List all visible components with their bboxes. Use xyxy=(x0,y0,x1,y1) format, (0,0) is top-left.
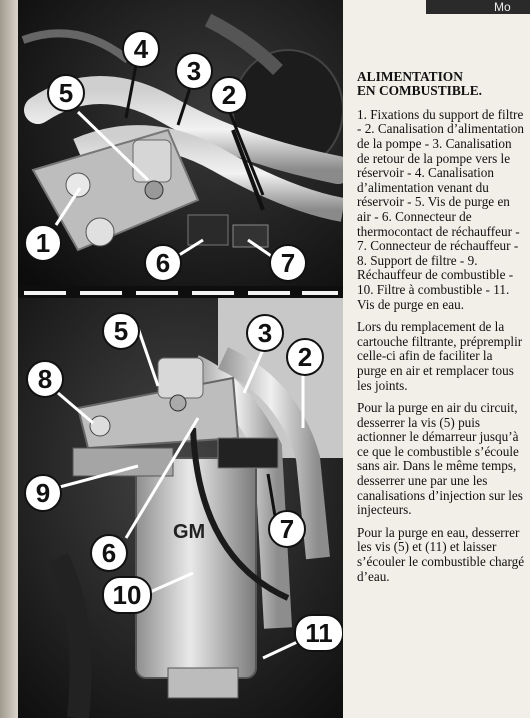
callout-4-top: 4 xyxy=(122,30,160,68)
callout-6-top: 6 xyxy=(144,244,182,282)
article-title-line1: ALIMENTATION xyxy=(357,69,463,84)
callout-1-top: 1 xyxy=(24,224,62,262)
fuel-filter-photo-top xyxy=(18,0,343,290)
callout-8-bottom: 8 xyxy=(26,360,64,398)
paragraph-air-purge: Pour la purge en air du circuit, desserrer la vis (5) puis actionner le démarreur jusqu’à ce que le combustible s’écoule sans air. Dans le même temps, desserrer une par une les canalisations d’injection sur les injecteurs. xyxy=(357,400,523,518)
callout-11-bottom: 11 xyxy=(294,614,343,652)
callout-6-bottom: 6 xyxy=(90,534,128,572)
callout-5-top: 5 xyxy=(47,74,85,112)
section-tab-label: Mo xyxy=(494,0,511,14)
photo-panel xyxy=(18,0,343,718)
callout-2-bottom: 2 xyxy=(286,338,324,376)
figure-caption: 1. Fixations du support de filtre - 2. Canalisation d’alimentation de la pompe - 3. Canalisation de retour de la pompe vers le réservoir - 4. Canalisation d’alimentation venant du réservoir - 5. Vis de purge en air - 6. Connecteur de thermocontact de réchauffeur - 7. Connecteur de réchauffeur - 8. Support de filtre - 9. Réchauffeur de combustible - 10. Filtre à combustible - 11. Vis de purge en eau. xyxy=(357,106,525,312)
callout-3-top: 3 xyxy=(175,52,213,90)
callout-7-top: 7 xyxy=(269,244,307,282)
fuel-filter-photo-bottom xyxy=(18,298,343,718)
paragraph-cartridge-replacement: Lors du remplacement de la cartouche filtrante, prépremplir celle-ci afin de faciliter la purge en air et remplacer tous les joints. xyxy=(357,319,523,393)
callout-9-bottom: 9 xyxy=(24,474,62,512)
section-tab xyxy=(426,0,530,14)
paragraph-water-purge: Pour la purge en eau, desserrer les vis (5) et (11) et laisser s’écouler le combustible chargé d’eau. xyxy=(357,524,525,584)
callout-5-bottom: 5 xyxy=(102,312,140,350)
callout-10-bottom: 10 xyxy=(102,576,152,614)
article-heading xyxy=(357,70,525,99)
filter-brand-logo: GM xyxy=(173,521,206,543)
article-title-line2: EN COMBUSTIBLE. xyxy=(357,83,483,99)
callout-3-bottom: 3 xyxy=(246,314,284,352)
callout-7-bottom: 7 xyxy=(268,510,306,548)
article-text-column xyxy=(357,70,525,592)
callout-2-top: 2 xyxy=(210,76,248,114)
